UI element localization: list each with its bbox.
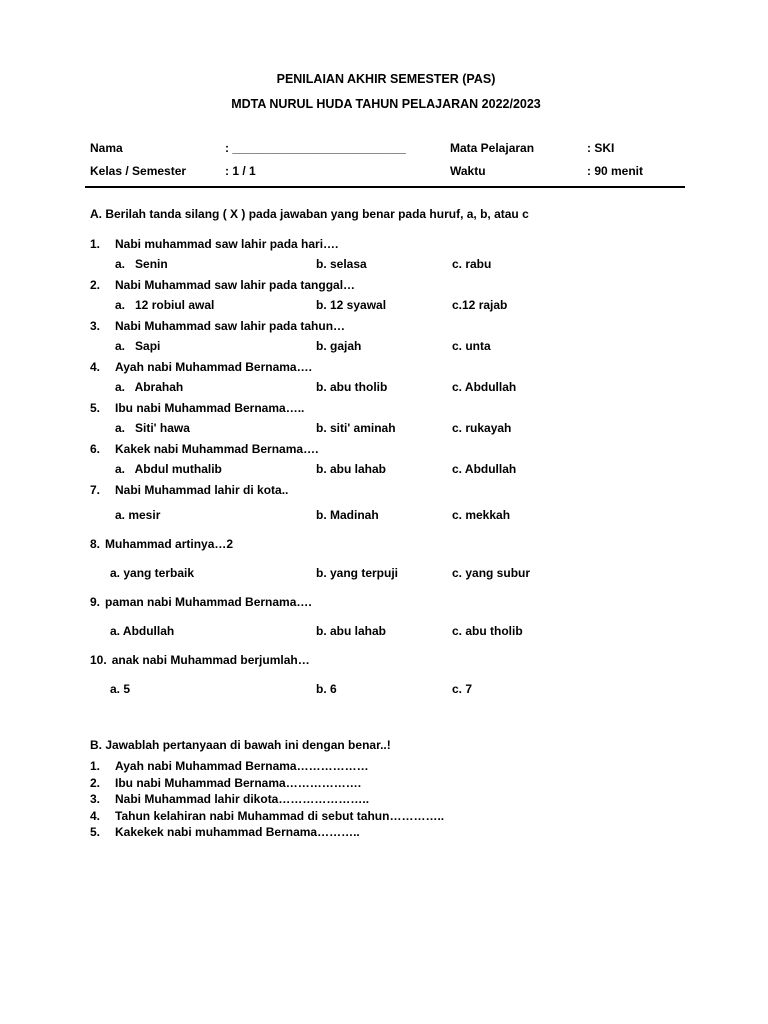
question-number: 7. (90, 483, 101, 497)
option-c: c. abu tholib (452, 624, 523, 638)
question-text: Nabi Muhammad saw lahir pada tanggal… (115, 278, 356, 292)
option-a: a. Siti' hawa (115, 421, 190, 435)
essay-item-4 (90, 808, 682, 825)
class-semester-label: Kelas / Semester (90, 164, 187, 178)
option-c: c. yang subur (452, 566, 531, 580)
option-c: c. 7 (452, 682, 473, 696)
option-a: a. Sapi (115, 339, 161, 353)
item-text: Tahun kelahiran nabi Muhammad di sebut tahun………….. (115, 808, 445, 823)
question-number: 10. (90, 653, 107, 667)
option-b: b. abu lahab (316, 624, 387, 638)
option-c: c. rabu (452, 257, 492, 271)
exam-subtitle: MDTA NURUL HUDA TAHUN PELAJARAN 2022/2023 (231, 97, 541, 111)
question-number: 4. (90, 360, 101, 374)
item-text: Ibu nabi Muhammad Bernama………………. (115, 775, 362, 790)
option-c: c. mekkah (452, 508, 511, 522)
subject-value: : SKI (587, 141, 615, 155)
subject-label: Mata Pelajaran (450, 141, 535, 155)
name-value-blank: : __________________________ (225, 141, 406, 155)
option-b: b. abu tholib (316, 380, 388, 394)
option-b: b. 6 (316, 682, 337, 696)
item-number: 4. (90, 808, 101, 823)
section-a-heading: A. Berilah tanda silang ( X ) pada jawaban yang benar pada huruf, a, b, atau c (90, 207, 529, 221)
section-b-items (90, 758, 682, 841)
question-3 (90, 316, 682, 357)
time-value: : 90 menit (587, 164, 644, 178)
item-number: 1. (90, 759, 101, 773)
question-6 (90, 439, 682, 480)
option-a: a. yang terbaik (110, 566, 195, 580)
header-row-1 (90, 137, 682, 160)
question-9 (90, 588, 682, 646)
option-b: b. yang terpuji (316, 566, 399, 580)
essay-item-2 (90, 775, 682, 792)
option-b: b. gajah (316, 339, 362, 353)
option-a: a. Abrahah (115, 380, 184, 394)
option-b: b. abu lahab (316, 462, 387, 476)
essay-item-3 (90, 791, 682, 808)
option-b: b. selasa (316, 257, 367, 271)
question-number: 5. (90, 401, 101, 415)
option-c: c. Abdullah (452, 380, 517, 394)
question-2 (90, 275, 682, 316)
exam-header-info (90, 137, 682, 183)
question-text: Nabi Muhammad saw lahir pada tahun… (115, 319, 346, 333)
header-row-2 (90, 160, 682, 183)
item-text: Nabi Muhammad lahir dikota………………….. (115, 792, 370, 806)
question-text: Muhammad artinya…2 (105, 537, 234, 551)
option-c: c. unta (452, 339, 491, 353)
header-divider (85, 186, 685, 188)
option-a: a. Abdul muthalib (115, 462, 222, 476)
essay-item-5 (90, 824, 682, 841)
option-b: b. siti' aminah (316, 421, 396, 435)
question-4 (90, 357, 682, 398)
question-8 (90, 530, 682, 588)
essay-item-1 (90, 758, 682, 775)
option-c: c. rukayah (452, 421, 512, 435)
question-1 (90, 234, 682, 275)
question-7 (90, 480, 682, 530)
question-10 (90, 646, 682, 704)
option-a: a. Abdullah (110, 624, 175, 638)
item-number: 2. (90, 775, 101, 790)
item-text: Ayah nabi Muhammad Bernama……………… (115, 759, 369, 773)
item-number: 3. (90, 792, 101, 806)
section-b-heading: B. Jawablah pertanyaan di bawah ini dengan benar..! (90, 738, 391, 752)
option-c: c. Abdullah (452, 462, 517, 476)
question-number: 3. (90, 319, 101, 333)
question-text: Nabi Muhammad lahir di kota.. (115, 483, 289, 497)
section-a-questions (90, 234, 682, 704)
question-text: anak nabi Muhammad berjumlah… (111, 653, 310, 667)
class-semester-value: : 1 / 1 (225, 164, 256, 178)
question-number: 9. (90, 595, 101, 609)
option-a: a. mesir (115, 508, 161, 522)
item-text: Kakekek nabi muhammad Bernama……….. (115, 825, 360, 839)
option-c: c.12 rajab (452, 298, 508, 312)
question-5 (90, 398, 682, 439)
question-text: Ayah nabi Muhammad Bernama…. (115, 360, 312, 374)
option-b: b. Madinah (316, 508, 379, 522)
question-text: Kakek nabi Muhammad Bernama…. (115, 442, 319, 456)
question-text: paman nabi Muhammad Bernama…. (105, 595, 312, 609)
item-number: 5. (90, 825, 101, 839)
name-label: Nama (90, 141, 123, 155)
question-text: Nabi muhammad saw lahir pada hari…. (115, 237, 339, 251)
option-a: a. 5 (110, 682, 131, 696)
question-number: 8. (90, 537, 101, 551)
question-text: Ibu nabi Muhammad Bernama….. (115, 401, 305, 415)
exam-title: PENILAIAN AKHIR SEMESTER (PAS) (276, 72, 496, 86)
option-b: b. 12 syawal (316, 298, 387, 312)
option-a: a. 12 robiul awal (115, 298, 215, 312)
question-number: 2. (90, 278, 101, 292)
time-label: Waktu (450, 164, 486, 178)
question-number: 6. (90, 442, 101, 456)
option-a: a. Senin (115, 257, 168, 271)
question-number: 1. (90, 237, 101, 251)
